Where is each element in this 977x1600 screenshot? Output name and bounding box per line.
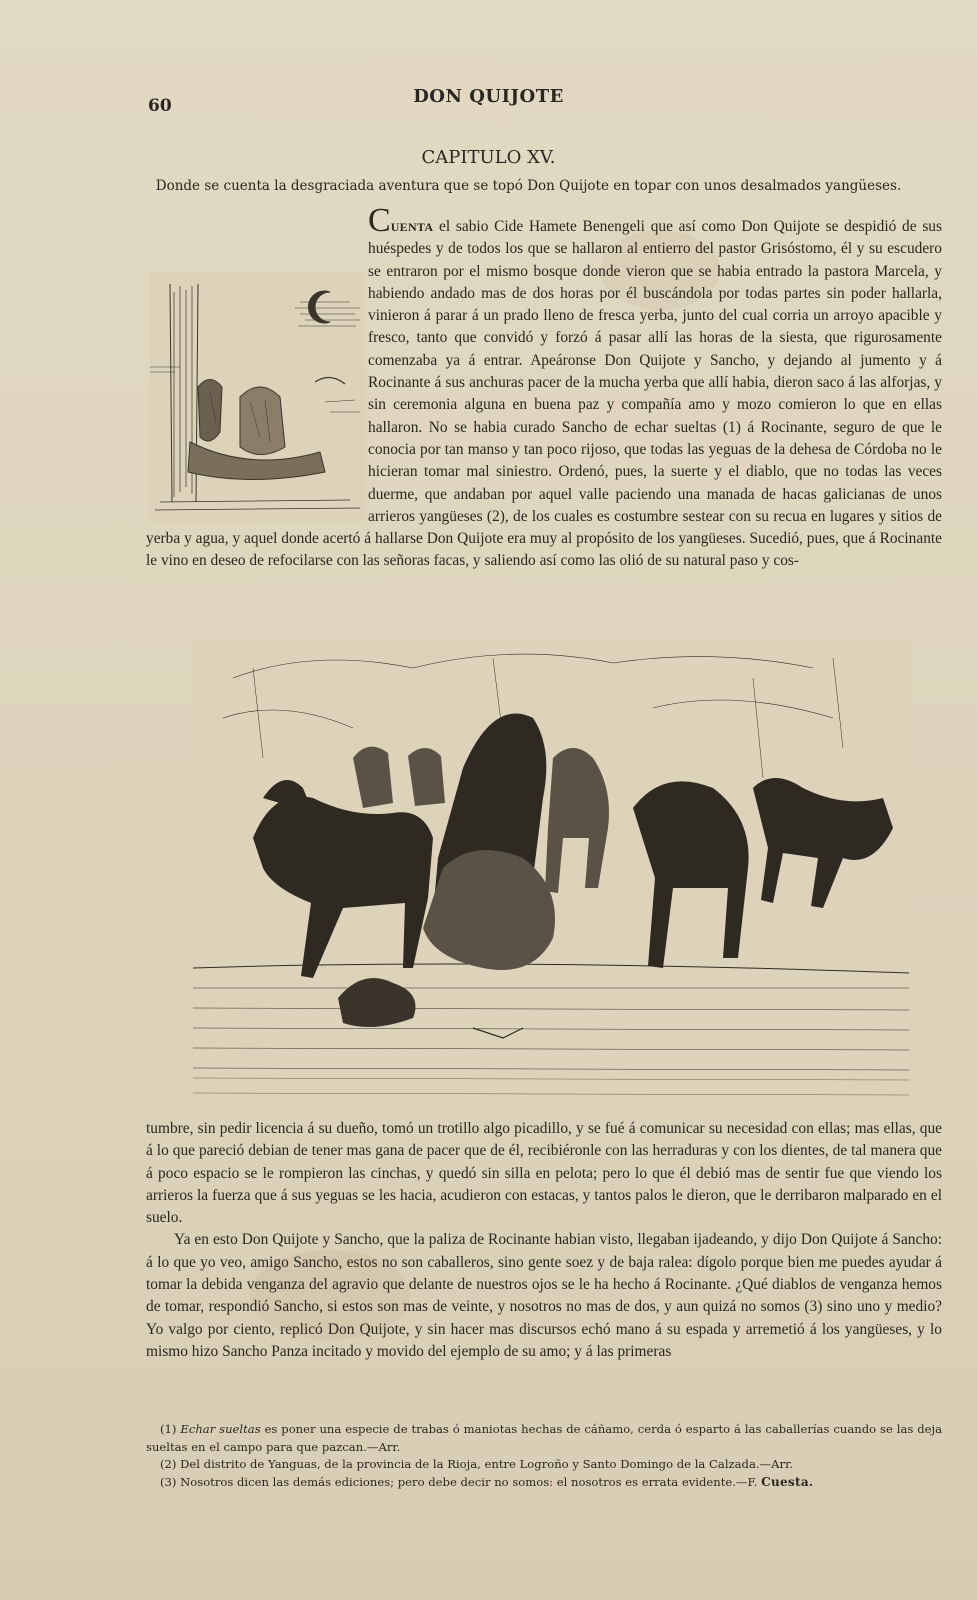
drop-cap: C — [368, 202, 391, 239]
inline-engraving-knight-and-squire — [150, 272, 365, 524]
footnote-marker: (3) — [160, 1474, 177, 1489]
chapter-title: CAPITULO XV. — [421, 147, 556, 168]
footnote-marker: (1) — [160, 1422, 177, 1436]
page-number: 60 — [148, 96, 172, 116]
paragraph-2: Ya en esto Don Quijote y Sancho, que la paliza de Rocinante habian visto, llegaban ijadeando, y dijo Don Quijote á Sancho: á lo que yo veo, amigo Sancho, estos no son caballeros, sino gente soez y de baja ralea: dígolo porque bien me puedes ayudar á tomar la debida venganza del agravio que delante de nuestros ojos se le ha hecho á Rocinante. ¿Qué diablos de venganza hemos de tomar, respondió Sancho, si estos son mas de veinte, y nosotros no mas de dos, y aun quizá no somos (3) sino uno y medio? Yo valgo por ciento, replicó Don Quijote, y sin hacer mas discursos echó mano á su espada y arremetió á los yangüeses, y lo mismo hizo Sancho Panza incitado y movido del ejemplo de su amo; y á las primeras — [146, 1231, 942, 1360]
footnote-text: es poner una especie de trabas ó maniotas hechas de cáñamo, cerda ó esparto á las caballerías cuando se las deja sueltas en el campo para que pazcan.—Arr. — [146, 1422, 942, 1454]
running-title: DON QUIJOTE — [413, 86, 564, 107]
footnote-2 — [146, 1456, 942, 1474]
footnote-marker: (2) — [160, 1457, 177, 1471]
footnote-text: Nosotros dicen las demás ediciones; pero debe decir no somos: el nosotros es errata evidente.—F. — [176, 1474, 762, 1489]
footnote-3 — [146, 1474, 942, 1492]
footnote-1 — [146, 1421, 942, 1456]
footnote-term: Echar sueltas — [180, 1422, 261, 1436]
footnote-author: Cuesta. — [761, 1474, 814, 1489]
chapter-summary: Donde se cuenta la desgraciada aventura que se topó Don Quijote en topar con unos desalmados yangüeses. — [155, 178, 902, 194]
main-engraving-horses — [193, 638, 909, 1108]
body-text-bottom — [146, 1118, 942, 1363]
footnotes — [146, 1421, 942, 1491]
paragraph-text: el sabio Cide Hamete Benengeli que así como Don Quijote se despidió de sus huéspedes y de todos los que se hallaron al entierro del pastor Grisóstomo, él y su escudero se entraron por el mismo bosque donde vieron que se habia entrado la pastora Marcela, y habiendo andado mas de dos horas por él buscándola por todas partes sin poder hallarla, vinieron á parar á un prado lleno de fresca yerba, junto del cual corria un arroyo apacible y fresco, tanto que convidó y forzó á pasar allí las horas de la siesta, que rigurosamente comenzaba ya á entrar. Apeáronse Don Quijote y Sancho, y dejando al jumento y á Rocinante á sus anchuras pacer de la mucha yerba que allí habia, dieron saco á las alforjas, y sin ceremonia alguna en buena paz y compañía amo y mozo comieron lo que en ellas hallaron. No se habia curado Sancho de echar sueltas (1) á Rocinante, seguro de que le conocia por tan manso y tan poco rijoso, que todas las yeguas de la dehesa de Córdoba no le hicieran tomar mal siniestro. Ordenó, pues, la suerte y el diablo, que no todas las veces duerme, que andaban por aquel valle paciendo una manada de hacas galicianas de unos arrieros yangüeses (2), de los cuales es costumbre sestear con su recua en lugares y sitios de yerba y agua, y aquel donde acertó á hallarse Don Quijote era muy al propósito de los yangüeses. Sucedió, pues, que á Rocinante le vino en deseo de refocilarse con las señoras facas, y saliendo así como las olió de su natural paso y cos- — [146, 218, 942, 570]
paragraph-1-bottom: tumbre, sin pedir licencia á su dueño, tomó un trotillo algo picadillo, y se fué á comunicar su necesidad con ellas; mas ellas, que á lo que pareció debian de tener mas gana de pacer que de él, recibiéronle con las herraduras y con los dientes, de tal manera que á poco espacio se le rompieron las cinchas, y quedó sin silla en pelota; pero lo que él debió mas de sentir fue que viendo los arrieros la fuerza que á sus yeguas se les hacia, acudieron con estacas, y tantos palos le dieron, que le derribaron malparado en el suelo. — [146, 1120, 942, 1227]
footnote-text: Del distrito de Yanguas, de la provincia de la Rioja, entre Logroño y Santo Domingo de la Calzada.—Arr. — [176, 1457, 794, 1471]
drop-cap-rest: UENTA — [390, 220, 434, 234]
